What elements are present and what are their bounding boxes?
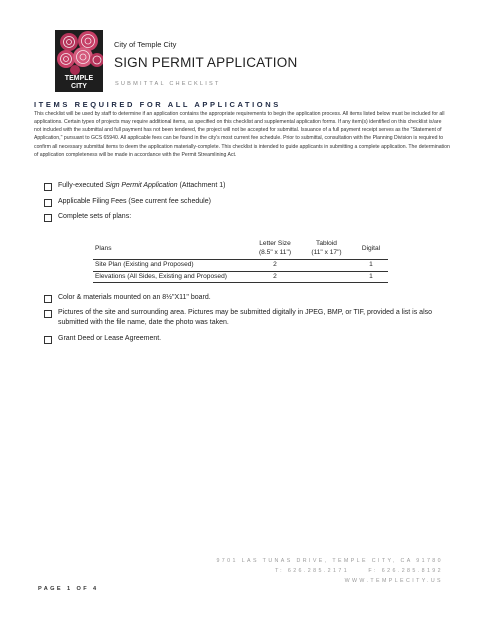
header-letter-size: Letter Size (8.5" x 11") (251, 237, 299, 260)
logo-text-line1: TEMPLE (64, 75, 94, 82)
table-row (93, 260, 388, 272)
letter-count: 2 (251, 271, 299, 283)
footer-website[interactable]: WWW.TEMPLECITY.US (344, 578, 443, 584)
document-subtitle: SUBMITTAL CHECKLIST (115, 81, 221, 87)
header-plans: Plans (93, 237, 251, 260)
checkbox[interactable] (44, 199, 52, 207)
section-heading: ITEMS REQUIRED FOR ALL APPLICATIONS (34, 100, 281, 109)
checklist-item-plans (44, 213, 131, 222)
header-digital: Digital (354, 237, 388, 260)
header-tabloid: Tabloid (11" x 17") (299, 237, 354, 260)
table-header-row (93, 237, 388, 260)
checkbox[interactable] (44, 336, 52, 344)
checkbox[interactable] (44, 310, 52, 318)
checkbox[interactable] (44, 214, 52, 222)
letter-count: 2 (251, 260, 299, 272)
checklist-item-pictures (44, 309, 444, 328)
checklist-item-fees (44, 198, 211, 207)
page-number: PAGE 1 OF 4 (38, 586, 99, 592)
checklist-item-label: Complete sets of plans: (58, 213, 132, 220)
checklist-item-label: Color & materials mounted on an 8½"X11" board. (58, 294, 211, 301)
logo-text-line2: CITY (71, 83, 87, 90)
checkbox[interactable] (44, 295, 52, 303)
checklist-item-label: Pictures of the site and surrounding area. Pictures may be submitted digitally in JPEG, BMP, or TIF, provided a list is also submitted with the file name, date the photo was taken. (58, 309, 433, 326)
city-name: City of Temple City (114, 40, 177, 49)
intro-paragraph: This checklist will be used by staff to determine if an application contains the appropriate requirements to begin the application process. All items listed below must be included for all applications. Certain types of projects may require additional items, as specified on this checklist and supplemental application forms. If any item(s) identified on this checklist is/are not included with the submittal and full payment has not been tendered, the project will not be accepted for submittal. Issuance of a full payment receipt serves as the "Statement of Application," pursuant to GCS 65940. All applicable fees can be found in the city's most current fee schedule. Prior to submittal, consultation with the Planning Division is required to confirm all necessary submittal items to deem the application materially-complete. This checklist is intended to guide applicants in submitting a complete application. The determination of application completeness will be made in accordance with the Permit Streamlining Act. (34, 111, 450, 158)
checkbox[interactable] (44, 183, 52, 191)
checklist-item-label: Fully-executed Sign Permit Application (Attachment 1) (58, 182, 226, 189)
checklist-item-grant-deed (44, 335, 161, 344)
digital-count: 1 (354, 271, 388, 283)
document-title: SIGN PERMIT APPLICATION (114, 55, 298, 70)
footer-phones: T: 626.285.2171 F: 626.285.8192 (275, 568, 443, 574)
plans-table (93, 237, 388, 283)
plan-name: Elevations (All Sides, Existing and Proposed) (93, 271, 251, 283)
tabloid-count (299, 271, 354, 283)
plan-name: Site Plan (Existing and Proposed) (93, 260, 251, 272)
digital-count: 1 (354, 260, 388, 272)
checklist-item-label: Applicable Filing Fees (See current fee schedule) (58, 198, 211, 205)
footer-address: 9701 LAS TUNAS DRIVE, TEMPLE CITY, CA 91780 (216, 558, 443, 564)
temple-city-logo (55, 30, 103, 92)
tabloid-count (299, 260, 354, 272)
checklist-item-label: Grant Deed or Lease Agreement. (58, 335, 162, 342)
checklist-item-application (44, 182, 225, 191)
checklist-item-materials-board (44, 294, 211, 303)
table-row (93, 271, 388, 283)
